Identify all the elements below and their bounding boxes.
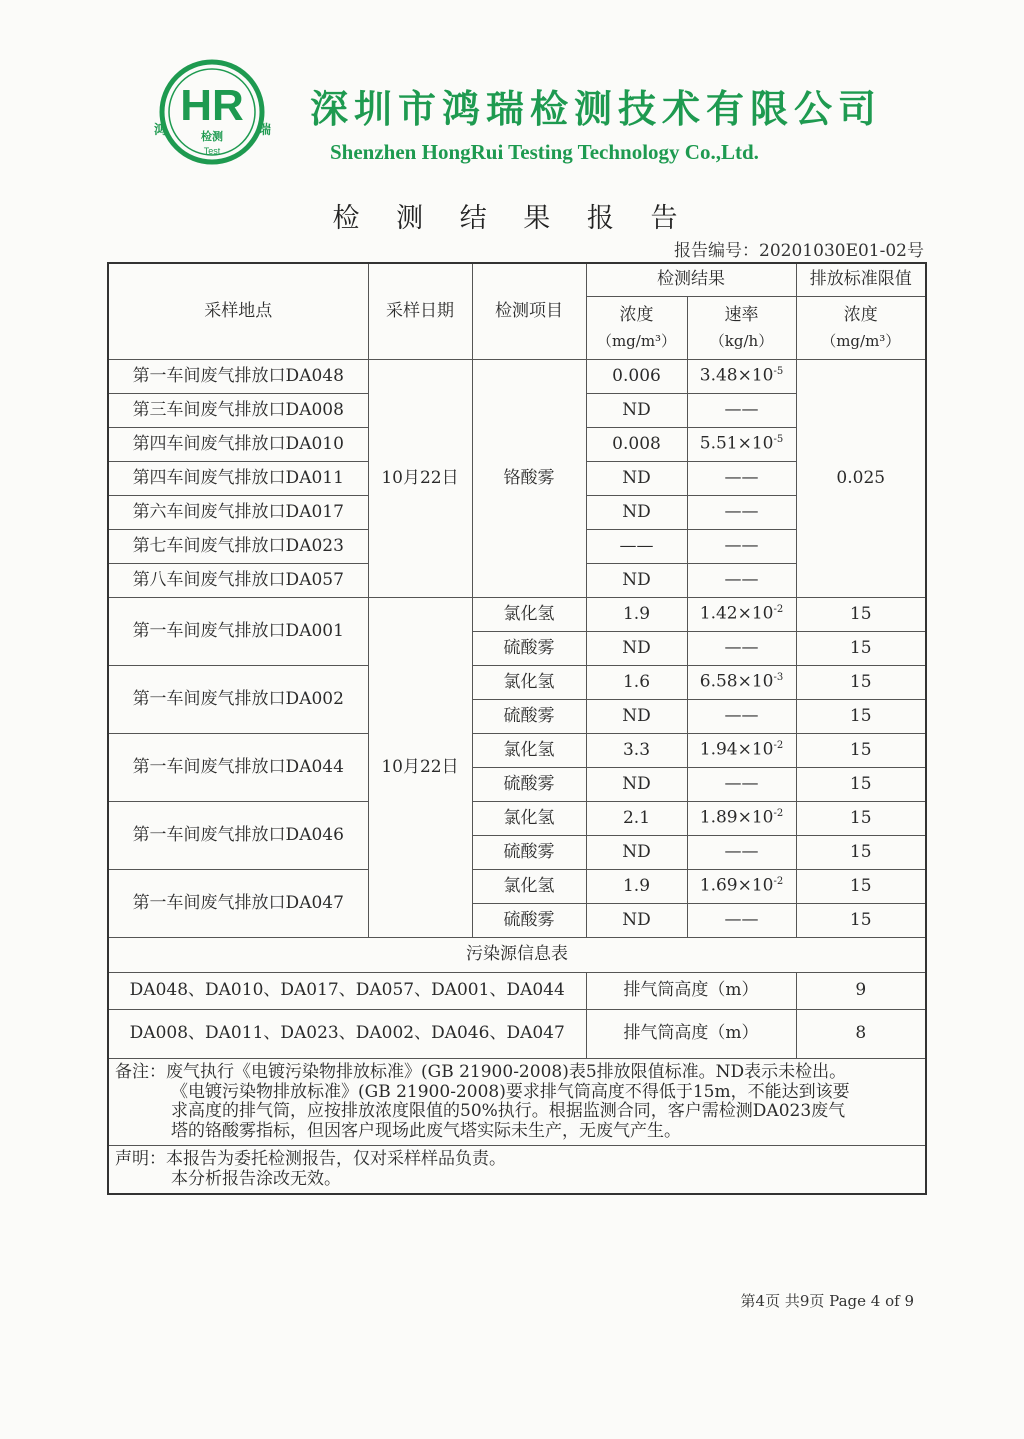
cell-rate — [687, 904, 796, 938]
rate-base: 5.51×10 — [699, 434, 774, 455]
header-date: 采样日期 — [368, 263, 472, 360]
rate-base: 1.69×10 — [699, 876, 774, 897]
cell-location: 第一车间废气排放口DA002 — [108, 666, 368, 734]
cell-limit: 15 — [796, 768, 926, 802]
header-rate-unit: （kg/h） — [709, 332, 774, 351]
cell-conc: ND — [586, 632, 687, 666]
header-limit-unit: （mg/m³） — [821, 332, 901, 351]
rate-base: —— — [724, 536, 759, 557]
table-row — [108, 870, 926, 904]
remarks-line: 塔的铬酸雾指标，但因客户现场此废气塔实际未生产，无废气产生。 — [171, 1120, 681, 1141]
source-label: 排气筒高度（m） — [586, 1010, 796, 1059]
rate-base: —— — [724, 468, 759, 489]
cell-location: 第四车间废气排放口DA010 — [108, 428, 368, 462]
report-number: 报告编号：20201030E01-02号 — [674, 241, 924, 261]
source-info-title: 污染源信息表 — [108, 938, 926, 973]
header-location: 采样地点 — [108, 263, 368, 360]
header-results: 检测结果 — [586, 263, 796, 297]
cell-conc: ND — [586, 564, 687, 598]
cell-item: 硫酸雾 — [472, 632, 586, 666]
rate-base: —— — [724, 502, 759, 523]
rate-base: 1.94×10 — [699, 740, 774, 761]
cell-location: 第一车间废气排放口DA046 — [108, 802, 368, 870]
company-name-cn: 深圳市鸿瑞检测技术有限公司 — [310, 86, 883, 131]
declaration-line: 声明：本报告为委托检测报告，仅对采样样品负责。 — [115, 1149, 506, 1170]
table-row — [108, 666, 926, 700]
source-label: 排气筒高度（m） — [586, 973, 796, 1010]
cell-conc: ND — [586, 700, 687, 734]
table-row — [108, 360, 926, 394]
cell-conc: 1.9 — [586, 598, 687, 632]
cell-item: 硫酸雾 — [472, 768, 586, 802]
rate-base: —— — [724, 706, 759, 727]
header-conc — [586, 297, 687, 360]
remarks — [108, 1059, 926, 1146]
rate-exp: -5 — [773, 366, 784, 378]
header-limit-conc — [796, 297, 926, 360]
declaration-line: 本分析报告涂改无效。 — [171, 1168, 341, 1189]
table-row — [108, 598, 926, 632]
cell-rate — [687, 870, 796, 904]
cell-rate — [687, 768, 796, 802]
results-table — [107, 262, 927, 1195]
cell-rate — [687, 360, 796, 394]
source-value: 8 — [796, 1010, 926, 1059]
cell-rate — [687, 598, 796, 632]
cell-conc: 0.008 — [586, 428, 687, 462]
cell-limit: 15 — [796, 734, 926, 768]
cell-conc: ND — [586, 394, 687, 428]
cell-conc: 2.1 — [586, 802, 687, 836]
cell-rate — [687, 564, 796, 598]
cell-rate — [687, 530, 796, 564]
header-row-1 — [108, 263, 926, 297]
cell-date: 10月22日 — [368, 360, 472, 598]
cell-rate — [687, 462, 796, 496]
cell-date: 10月22日 — [368, 598, 472, 938]
cell-item: 氯化氢 — [472, 734, 586, 768]
cell-location: 第六车间废气排放口DA017 — [108, 496, 368, 530]
company-logo — [148, 58, 276, 170]
rate-exp: -5 — [773, 434, 784, 446]
header-rate-label: 速率 — [724, 304, 759, 325]
company-name-en: Shenzhen HongRui Testing Technology Co.,Ltd. — [330, 140, 759, 164]
cell-rate — [687, 836, 796, 870]
cell-location: 第一车间废气排放口DA047 — [108, 870, 368, 938]
cell-rate — [687, 394, 796, 428]
cell-limit: 0.025 — [796, 360, 926, 598]
cell-item: 氯化氢 — [472, 802, 586, 836]
source-outlets: DA008、DA011、DA023、DA002、DA046、DA047 — [108, 1010, 586, 1059]
logo-hr-text: HR — [180, 81, 244, 130]
cell-item: 硫酸雾 — [472, 836, 586, 870]
cell-location: 第三车间废气排放口DA008 — [108, 394, 368, 428]
remarks-row — [108, 1059, 926, 1146]
rate-base: —— — [724, 570, 759, 591]
logo-sub-en: Test — [203, 146, 221, 156]
cell-rate — [687, 632, 796, 666]
logo-sub-cn: 检测 — [201, 130, 223, 143]
rate-exp: -2 — [773, 740, 784, 752]
rate-base: 3.48×10 — [699, 366, 774, 387]
cell-conc: 1.9 — [586, 870, 687, 904]
cell-conc: ND — [586, 462, 687, 496]
cell-location: 第七车间废气排放口DA023 — [108, 530, 368, 564]
cell-conc: 3.3 — [586, 734, 687, 768]
rate-exp: -3 — [773, 672, 784, 684]
cell-item: 硫酸雾 — [472, 700, 586, 734]
rate-exp: -2 — [773, 604, 784, 616]
cell-limit: 15 — [796, 666, 926, 700]
logo-right-char: 瑞 — [258, 123, 272, 138]
cell-conc: —— — [586, 530, 687, 564]
cell-limit: 15 — [796, 802, 926, 836]
cell-rate — [687, 700, 796, 734]
rate-base: —— — [724, 400, 759, 421]
cell-location: 第八车间废气排放口DA057 — [108, 564, 368, 598]
rate-base: 6.58×10 — [699, 672, 774, 693]
cell-conc: ND — [586, 836, 687, 870]
cell-rate — [687, 666, 796, 700]
report-title: 检 测 结 果 报 告 — [332, 203, 692, 234]
cell-item: 氯化氢 — [472, 870, 586, 904]
page-number: 第4页 共9页 Page 4 of 9 — [740, 1292, 914, 1310]
rate-base: —— — [724, 774, 759, 795]
source-info-row — [108, 1010, 926, 1059]
table-row — [108, 734, 926, 768]
cell-location: 第一车间废气排放口DA048 — [108, 360, 368, 394]
remarks-line: 求高度的排气筒，应按排放浓度限值的50%执行。根据监测合同，客户需检测DA023废气 — [171, 1101, 846, 1122]
cell-limit: 15 — [796, 904, 926, 938]
header-item: 检测项目 — [472, 263, 586, 360]
rate-exp: -2 — [773, 876, 784, 888]
source-info-row — [108, 973, 926, 1010]
header-limit-conc-label: 浓度 — [843, 304, 878, 325]
cell-conc: ND — [586, 904, 687, 938]
header-conc-label: 浓度 — [619, 304, 654, 325]
header-conc-unit: （mg/m³） — [596, 332, 677, 351]
cell-limit: 15 — [796, 598, 926, 632]
cell-rate — [687, 802, 796, 836]
rate-base: 1.89×10 — [699, 808, 774, 829]
rate-base: —— — [724, 842, 759, 863]
rate-base: —— — [724, 910, 759, 931]
cell-limit: 15 — [796, 870, 926, 904]
source-info-title-row — [108, 938, 926, 973]
table-row — [108, 802, 926, 836]
rate-exp: -2 — [773, 808, 784, 820]
cell-rate — [687, 428, 796, 462]
logo-left-char: 鸿 — [154, 123, 168, 138]
cell-conc: 1.6 — [586, 666, 687, 700]
cell-limit: 15 — [796, 700, 926, 734]
source-outlets: DA048、DA010、DA017、DA057、DA001、DA044 — [108, 973, 586, 1010]
cell-location: 第一车间废气排放口DA001 — [108, 598, 368, 666]
cell-conc: 0.006 — [586, 360, 687, 394]
remarks-line: 备注：废气执行《电镀污染物排放标准》(GB 21900-2008)表5排放限值标准。ND表示未检出。 — [115, 1062, 847, 1082]
cell-conc: ND — [586, 496, 687, 530]
cell-location: 第四车间废气排放口DA011 — [108, 462, 368, 496]
remarks-line: 《电镀污染物排放标准》(GB 21900-2008)要求排气筒高度不得低于15m，不能达到该要 — [171, 1081, 850, 1102]
cell-location: 第一车间废气排放口DA044 — [108, 734, 368, 802]
rate-base: 1.42×10 — [699, 604, 774, 625]
cell-item: 氯化氢 — [472, 598, 586, 632]
cell-item: 氯化氢 — [472, 666, 586, 700]
cell-item: 铬酸雾 — [472, 360, 586, 598]
cell-rate — [687, 496, 796, 530]
cell-item: 硫酸雾 — [472, 904, 586, 938]
cell-limit: 15 — [796, 836, 926, 870]
declaration-row — [108, 1146, 926, 1195]
cell-conc: ND — [586, 768, 687, 802]
header-limit: 排放标准限值 — [796, 263, 926, 297]
source-value: 9 — [796, 973, 926, 1010]
cell-rate — [687, 734, 796, 768]
header-rate — [687, 297, 796, 360]
rate-base: —— — [724, 638, 759, 659]
declaration — [108, 1146, 926, 1195]
cell-limit: 15 — [796, 632, 926, 666]
